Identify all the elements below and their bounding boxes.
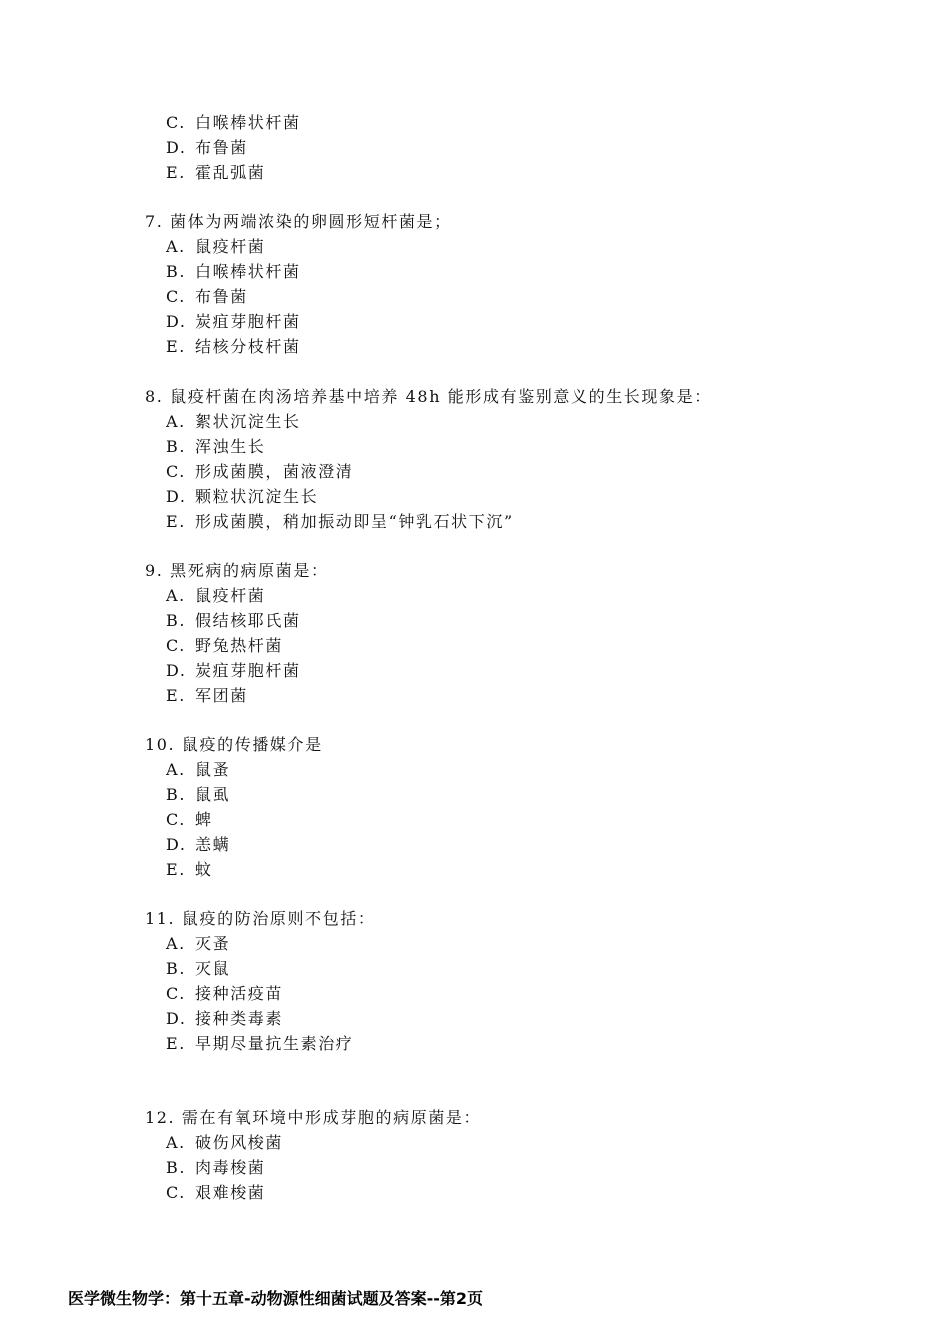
option-letter: D. xyxy=(166,835,187,854)
option-12-b xyxy=(166,1155,265,1180)
option-8-b xyxy=(166,434,265,459)
option-text: 破伤风梭菌 xyxy=(195,1133,284,1152)
option-11-b xyxy=(166,956,230,981)
option-text: 鼠蚤 xyxy=(195,760,231,779)
option-letter: E. xyxy=(166,163,186,182)
option-letter: A. xyxy=(166,760,186,779)
option-11-e xyxy=(166,1031,353,1056)
option-letter: E. xyxy=(166,1034,186,1053)
option-11-a xyxy=(166,931,230,956)
option-text: 结核分枝杆菌 xyxy=(195,337,301,356)
option-7-e xyxy=(166,334,301,359)
option-letter: D. xyxy=(166,487,187,506)
option-text: 炭疽芽胞杆菌 xyxy=(195,661,301,680)
option-text: 炭疽芽胞杆菌 xyxy=(195,312,301,331)
option-letter: B. xyxy=(166,262,187,281)
option-letter: C. xyxy=(166,287,186,306)
option-9-e xyxy=(166,683,248,708)
option-text: 假结核耶氏菌 xyxy=(195,611,301,630)
option-text: 鼠虱 xyxy=(195,785,231,804)
option-10-b xyxy=(166,782,230,807)
option-7-a xyxy=(166,234,265,259)
option-text: 鼠疫杆菌 xyxy=(195,586,266,605)
option-text: 野兔热杆菌 xyxy=(195,636,284,655)
option-text: 形成菌膜，菌液澄清 xyxy=(195,462,354,481)
option-text: 形成菌膜，稍加振动即呈“钟乳石状下沉” xyxy=(195,512,514,531)
option-6-d xyxy=(166,135,248,160)
option-text: 接种类毒素 xyxy=(195,1009,284,1028)
option-text: 浑浊生长 xyxy=(195,437,266,456)
option-text: 布鲁菌 xyxy=(195,138,248,157)
option-text: 恙螨 xyxy=(195,835,231,854)
option-letter: C. xyxy=(166,1183,186,1202)
option-letter: C. xyxy=(166,113,186,132)
option-text: 布鲁菌 xyxy=(195,287,248,306)
option-9-d xyxy=(166,658,301,683)
option-letter: E. xyxy=(166,860,186,879)
option-6-e xyxy=(166,160,265,185)
option-letter: E. xyxy=(166,686,186,705)
option-letter: E. xyxy=(166,512,186,531)
option-6-c xyxy=(166,110,301,135)
option-8-e xyxy=(166,509,514,534)
option-letter: B. xyxy=(166,1158,187,1177)
option-text: 鼠疫杆菌 xyxy=(195,237,266,256)
option-11-c xyxy=(166,981,283,1006)
option-letter: A. xyxy=(166,412,186,431)
option-letter: C. xyxy=(166,810,186,829)
option-letter: A. xyxy=(166,1133,186,1152)
option-letter: C. xyxy=(166,636,186,655)
option-text: 灭鼠 xyxy=(195,959,231,978)
option-10-e xyxy=(166,857,213,882)
option-11-d xyxy=(166,1006,283,1031)
question-stem: 10. 鼠疫的传播媒介是 xyxy=(145,735,323,754)
page-footer: 医学微生物学：第十五章-动物源性细菌试题及答案--第2页 xyxy=(68,1289,484,1308)
question-stem: 7. 菌体为两端浓染的卵圆形短杆菌是； xyxy=(145,212,452,231)
question-stem: 8. 鼠疫杆菌在肉汤培养基中培养 48h 能形成有鉴别意义的生长现象是： xyxy=(145,387,712,406)
option-letter: A. xyxy=(166,237,186,256)
option-letter: A. xyxy=(166,586,186,605)
option-9-b xyxy=(166,608,301,633)
option-letter: D. xyxy=(166,661,187,680)
option-letter: D. xyxy=(166,312,187,331)
option-text: 接种活疫苗 xyxy=(195,984,284,1003)
option-8-d xyxy=(166,484,318,509)
option-letter: B. xyxy=(166,959,187,978)
option-10-c xyxy=(166,807,213,832)
option-letter: C. xyxy=(166,984,186,1003)
option-text: 艰难梭菌 xyxy=(195,1183,266,1202)
option-12-c xyxy=(166,1180,265,1205)
option-text: 早期尽量抗生素治疗 xyxy=(195,1034,354,1053)
option-letter: B. xyxy=(166,611,187,630)
option-8-a xyxy=(166,409,301,434)
option-10-d xyxy=(166,832,230,857)
option-10-a xyxy=(166,757,230,782)
option-7-c xyxy=(166,284,248,309)
option-9-c xyxy=(166,633,283,658)
option-text: 霍乱弧菌 xyxy=(195,163,266,182)
option-letter: B. xyxy=(166,437,187,456)
option-text: 蚊 xyxy=(195,860,213,879)
option-text: 肉毒梭菌 xyxy=(195,1158,266,1177)
option-9-a xyxy=(166,583,265,608)
option-letter: C. xyxy=(166,462,186,481)
option-7-b xyxy=(166,259,301,284)
question-stem: 12. 需在有氧环境中形成芽胞的病原菌是： xyxy=(145,1108,482,1127)
option-letter: D. xyxy=(166,138,187,157)
option-text: 絮状沉淀生长 xyxy=(195,412,301,431)
option-text: 白喉棒状杆菌 xyxy=(195,262,301,281)
option-12-a xyxy=(166,1130,283,1155)
option-8-c xyxy=(166,459,353,484)
question-stem: 11. 鼠疫的防治原则不包括： xyxy=(145,909,376,928)
option-7-d xyxy=(166,309,301,334)
option-text: 灭蚤 xyxy=(195,934,231,953)
option-letter: B. xyxy=(166,785,187,804)
question-stem: 9. 黑死病的病原菌是： xyxy=(145,561,329,580)
option-text: 军团菌 xyxy=(195,686,248,705)
option-letter: E. xyxy=(166,337,186,356)
option-text: 颗粒状沉淀生长 xyxy=(195,487,319,506)
option-text: 蜱 xyxy=(195,810,213,829)
option-text: 白喉棒状杆菌 xyxy=(195,113,301,132)
option-letter: D. xyxy=(166,1009,187,1028)
option-letter: A. xyxy=(166,934,186,953)
